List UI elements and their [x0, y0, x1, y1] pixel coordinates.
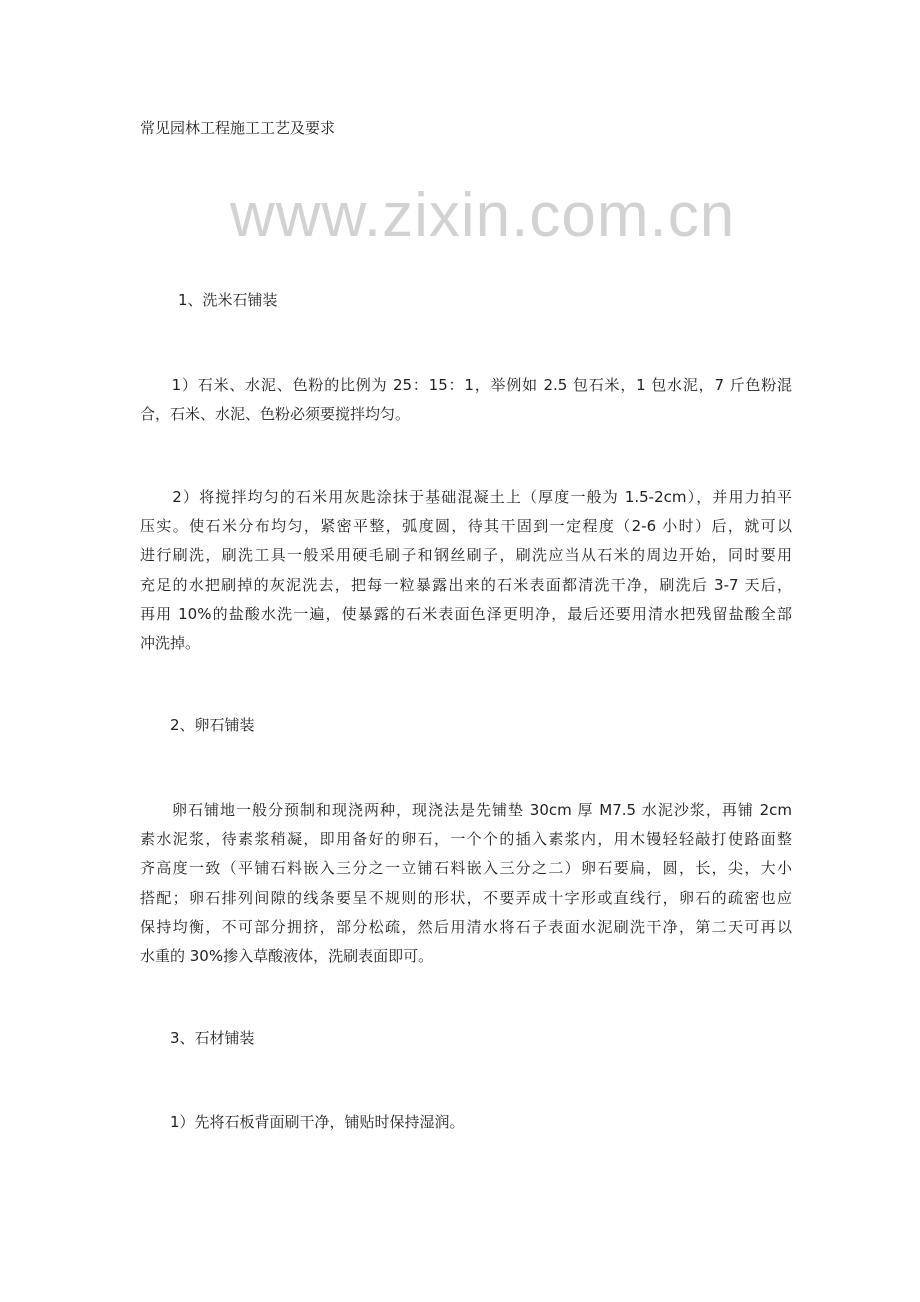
- paragraph: [140, 487, 792, 662]
- paragraph-line: 再用 10%的盐酸水洗一遍，使暴露的石米表面色泽更明净，最后还要用清水把残留盐酸全部: [140, 604, 792, 623]
- document-title: 常见园林工程施工工艺及要求: [140, 119, 336, 137]
- paragraph-line: 搭配；卵石排列间隙的线条要呈不规则的形状，不要弄成十字形或直线行，卵石的疏密也应: [140, 888, 792, 907]
- paragraph-line: 压实。使石米分布均匀，紧密平整，弧度圆，待其干固到一定程度（2-6 小时）后，就可以: [140, 517, 792, 536]
- paragraph-line: 素水泥浆，待素浆稍凝，即用备好的卵石，一个个的插入素浆内，用木镘轻轻敲打使路面整: [140, 830, 792, 849]
- watermark: www.zixin.com.cn: [230, 181, 736, 250]
- section-heading-3: 3、石材铺装: [170, 1029, 255, 1047]
- paragraph-line: 1）石米、水泥、色粉的比例为 25：15：1，举例如 2.5 包石米，1 包水泥，7 斤色粉混: [140, 376, 792, 394]
- paragraph: [140, 375, 792, 433]
- paragraph: [140, 1112, 792, 1141]
- paragraph-line: 进行刷洗，刷洗工具一般采用硬毛刷子和钢丝刷子，刷洗应当从石米的周边开始，同时要用: [140, 546, 792, 565]
- paragraph-line: 水重的 30%掺入草酸液体，洗刷表面即可。: [140, 946, 434, 965]
- paragraph: [140, 800, 792, 975]
- paragraph-line: 2）将搅拌均匀的石米用灰匙涂抹于基础混凝土上（厚度一般为 1.5-2cm），并用力拍平: [140, 488, 792, 506]
- section-heading-2: 2、卵石铺装: [170, 716, 255, 734]
- paragraph-line: 冲洗掉。: [140, 633, 201, 652]
- paragraph-line: 齐高度一致（平铺石料嵌入三分之一立铺石料嵌入三分之二）卵石要扁，圆，长，尖，大小: [140, 859, 792, 878]
- section-heading-1: 1、洗米石铺装: [178, 291, 278, 309]
- paragraph-line: 卵石铺地一般分预制和现浇两种，现浇法是先铺垫 30cm 厚 M7.5 水泥沙浆，再铺 2cm: [140, 801, 792, 819]
- paragraph-line: 合，石米、水泥、色粉必须要搅拌均匀。: [140, 405, 411, 424]
- paragraph-line: 保持均衡，不可部分拥挤，部分松疏，然后用清水将石子表面水泥刷洗干净，第二天可再以: [140, 917, 792, 936]
- paragraph-line: 1）先将石板背面刷干净，铺贴时保持湿润。: [140, 1113, 465, 1131]
- paragraph-line: 充足的水把刷掉的灰泥洗去，把每一粒暴露出来的石米表面都清洗干净，刷洗后 3-7 天后，: [140, 575, 792, 594]
